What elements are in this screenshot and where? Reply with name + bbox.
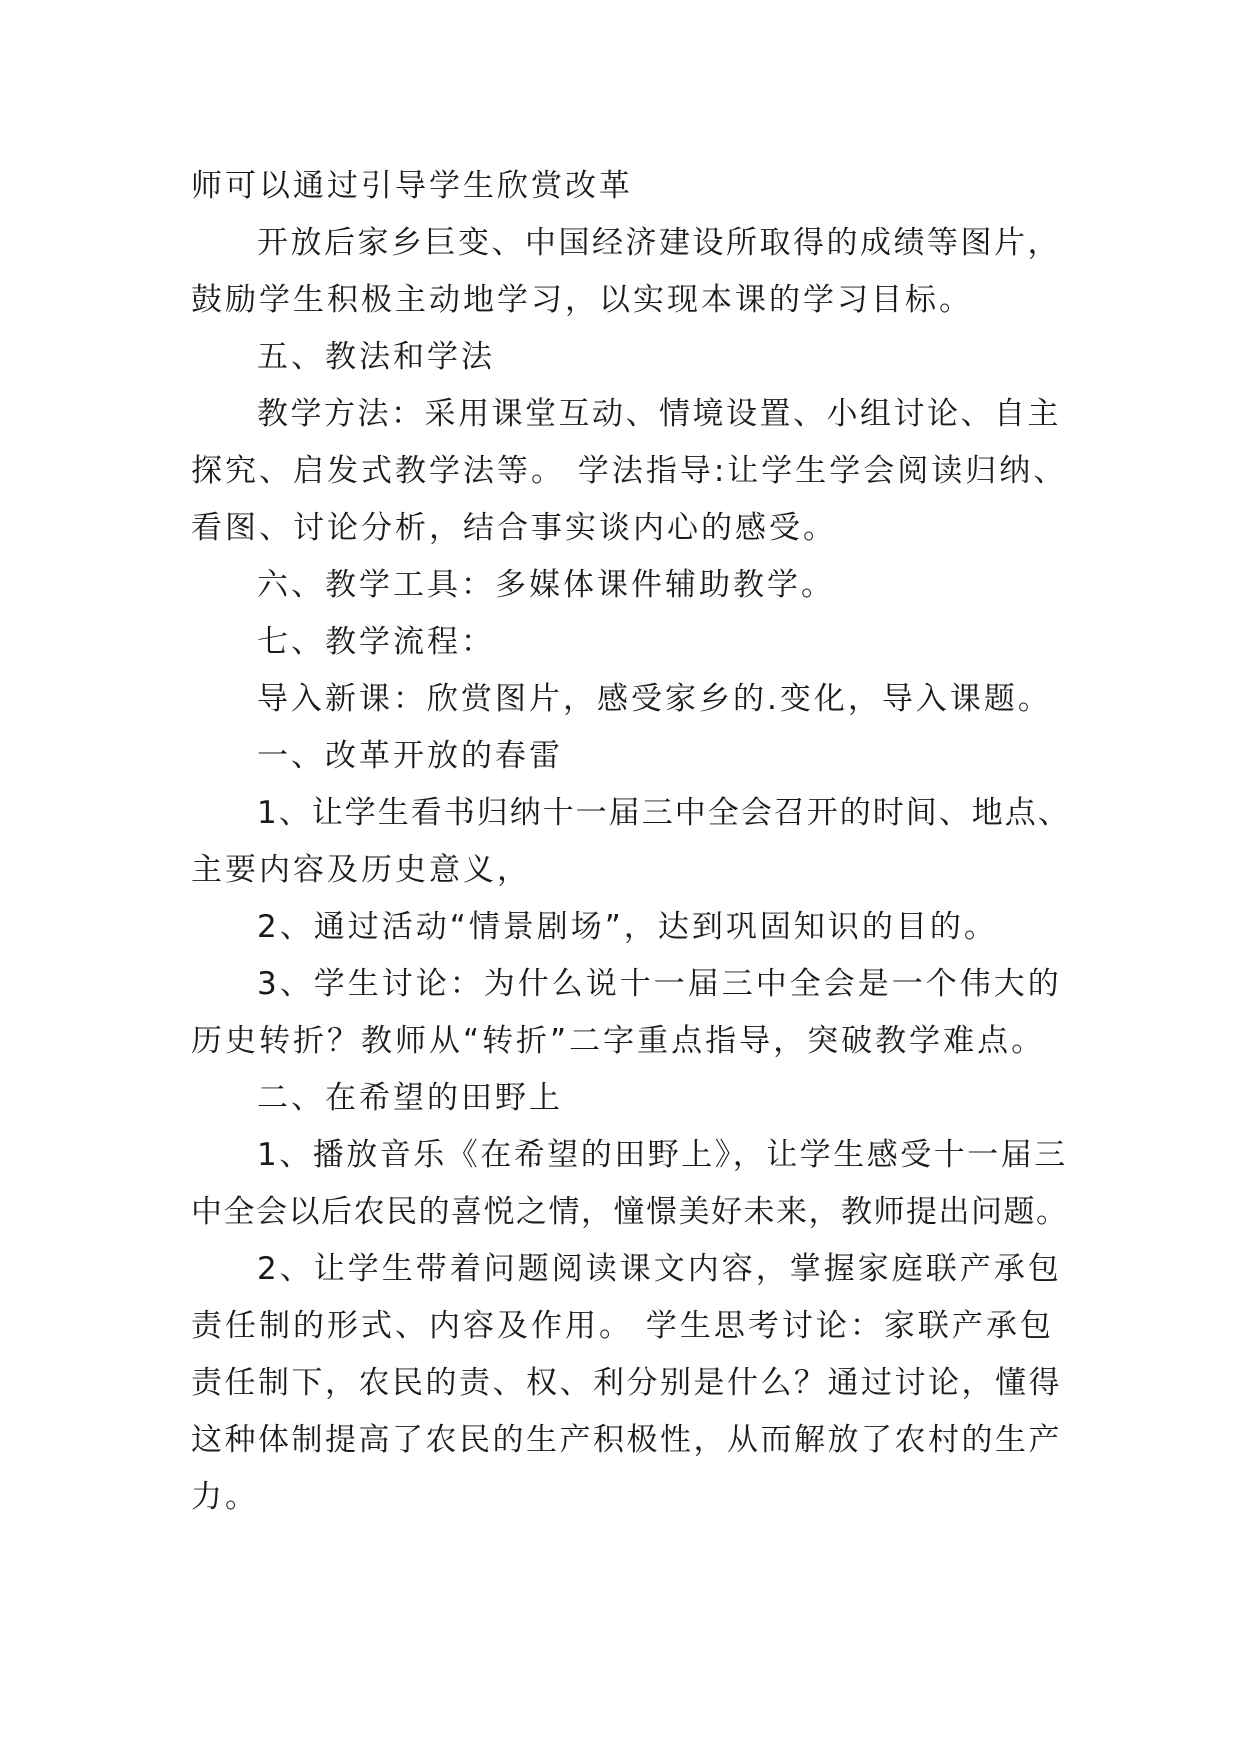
text-line: 中全会以后农民的喜悦之情，憧憬美好未来，教师提出问题。 — [191, 1194, 1069, 1230]
text-line: 探究、启发式教学法等。 学法指导:让学生学会阅读归纳、 — [191, 453, 1068, 489]
text-line: 1、播放音乐《在希望的田野上》，让学生感受十一届三 — [257, 1137, 1068, 1173]
text-line: 2、通过活动“情景剧场”，达到巩固知识的目的。 — [257, 909, 998, 945]
text-line: 1、让学生看书归纳十一届三中全会召开的时间、地点、 — [257, 795, 1071, 831]
text-line: 责任制的形式、内容及作用。 学生思考讨论：家联产承包 — [191, 1308, 1054, 1344]
text-line: 这种体制提高了农民的生产积极性，从而解放了农村的生产 — [191, 1422, 1062, 1458]
section-heading: 一、改革开放的春雷 — [257, 738, 563, 774]
text-line: 历史转折？教师从“转折”二字重点指导，突破教学难点。 — [191, 1023, 1046, 1059]
text-line: 力。 — [191, 1479, 259, 1515]
text-line: 看图、讨论分析，结合事实谈内心的感受。 — [191, 510, 837, 546]
text-line: 教学方法：采用课堂互动、情境设置、小组讨论、自主 — [257, 396, 1061, 432]
text-line: 导入新课：欣赏图片，感受家乡的.变化，导入课题。 — [257, 681, 1052, 717]
text-line: 开放后家乡巨变、中国经济建设所取得的成绩等图片， — [257, 225, 1061, 261]
text-line: 责任制下，农民的责、权、利分别是什么？通过讨论，懂得 — [191, 1365, 1062, 1401]
text-line: 主要内容及历史意义， — [191, 852, 531, 888]
section-heading: 六、教学工具：多媒体课件辅助教学。 — [257, 567, 835, 603]
section-heading: 七、教学流程： — [257, 624, 495, 660]
text-line: 师可以通过引导学生欣赏改革 — [191, 168, 633, 204]
text-line: 3、学生讨论：为什么说十一届三中全会是一个伟大的 — [257, 966, 1062, 1002]
text-line: 2、让学生带着问题阅读课文内容，掌握家庭联产承包 — [257, 1251, 1062, 1287]
section-heading: 五、教法和学法 — [257, 339, 495, 375]
text-line: 鼓励学生积极主动地学习，以实现本课的学习目标。 — [191, 282, 973, 318]
section-heading: 二、在希望的田野上 — [257, 1080, 563, 1116]
